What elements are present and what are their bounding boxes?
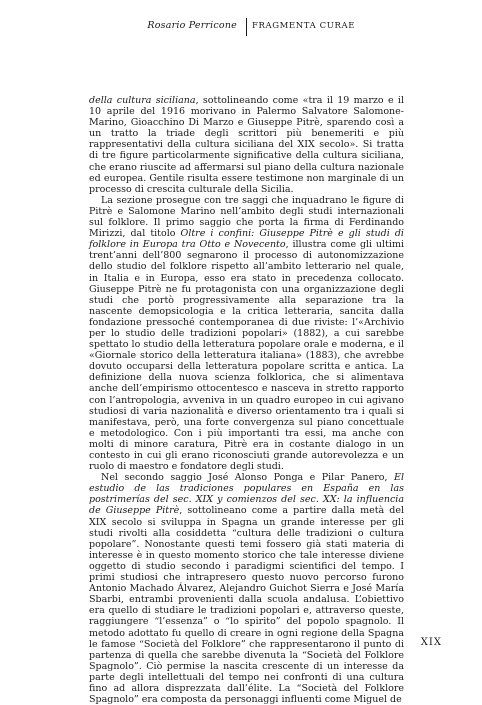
paragraph-3: Nel secondo saggio José Alonso Ponga e Pilar Panero, El estudio de las tradiciones populares en España en las postrimerías del sec. XIX y comienzos del sec. XX: la influencia de Giuseppe Pitrè, sottolineano come a partire dalla metà del XIX secolo si sviluppa in Spagna un grande interesse per gli studi rivolti alla cosiddetta “cultura delle tradizioni o cultura popolare”. Nonostante questi temi fossero già stati materia di interesse è in questo momento storico che tale interesse diviene oggetto di studio secondo i paradigmi scientifici del tempo. I primi studiosi che intrapresero questo nuovo percorso furono Antonio Machado Álvarez, Alejandro Guichot Sierra e José María Sbarbi, entrambi provenienti dalla scuola andalusa. L’obiettivo era quello di studiare le tradizioni popolari e, attraverso queste, raggiungere “l’essenza” o “lo spirito” del popolo spagnolo. Il metodo adottato fu quello di creare in ogni regione della Spagna le famose “Società del Folklore” che rappresentarono il punto di partenza di quella che sarebbe divenuta la “Società del Folklore Spagnolo”. Ciò permise la nascita crescente di un interesse da parte degli intellettuali del tempo nei confronti di una cultura fino ad allora disprezzata dall’élite. La “Società del Folklore Spagnolo” era composta da personaggi influenti come Miguel de	[89, 472, 405, 705]
body-text	[89, 95, 404, 705]
italic-title: El estudio de las tradiciones populares en España en las postrimerías del sec. XIX y comienzos del sec. XX: la influencia de Giuseppe Pitrè	[89, 472, 404, 517]
running-head-author: Rosario Perricone	[147, 20, 237, 31]
italic-title: Oltre i confini: Giuseppe Pitrè e gli studi di folklore in Europa tra Otto e Novecento	[89, 228, 404, 251]
page-number: XIX	[420, 637, 442, 648]
italic-title: della cultura siciliana	[89, 95, 196, 106]
running-head	[0, 20, 482, 36]
running-head-divider	[246, 18, 247, 36]
paragraph-2: La sezione prosegue con tre saggi che inquadrano le figure di Pitrè e Salomone Marino nell’ambito degli studi internazionali sul folklore. Il primo saggio che porta la firma di Ferdinando Mirizzi, dal titolo Oltre i confini: Giuseppe Pitrè e gli studi di folklore in Europa tra Otto e Novecento, illustra come gli ultimi trent’anni dell’800 segnarono il processo di autonomizzazione dello studio del folklore rispetto all’ambito letterario nel quale, in Italia e in Europa, esso era stato in precedenza collocato. Giuseppe Pitrè ne fu protagonista con una organizzazione degli studi che portò progressivamente alla separazione tra la nascente demopsicologia e la critica letteraria, sancita dalla fondazione pressoché contemporanea di due riviste: l’«Archivio per lo studio delle tradizioni popolari» (1882), a cui sarebbe spettato lo studio della letteratura popolare orale e moderna, e il «Giornale storico della letteratura italiana» (1883), che avrebbe dovuto occuparsi della letteratura popolare scritta e antica. La definizione della nuova scienza folklorica, che si alimentava anche dell’empirismo ottocentesco e nasceva in stretto rapporto con l’antropologia, avveniva in un quadro europeo in cui agivano studiosi di varia nazionalità e diverso orientamento tra i quali si manifestava, però, una forte convergenza sul piano concettuale e metodologico. Con i più importanti tra essi, ma anche con molti di minore caratura, Pitrè era in costante dialogo in un contesto in cui gli erano riconosciuti grande autorevolezza e un ruolo di maestro e fondatore degli studi.	[89, 194, 404, 473]
running-head-section: FRAGMENTA CURAE	[252, 21, 356, 31]
paragraph-1: della cultura siciliana, sottolineando come «tra il 19 marzo e il 10 aprile del 1916 morivano in Palermo Salvatore Salomone-Marino, Gioacchino Di Marzo e Giuseppe Pitrè, sparendo così a un tratto la triade degli scrittori più benemeriti e più rappresentativi della cultura siciliana del XIX secolo». Si tratta di tre figure particolarmente significative della cultura siciliana, che erano riuscite ad affermarsi sul piano della cultura nazionale ed europea. Gentile risulta essere testimone non marginale di un processo di crescita culturale della Sicilia.	[89, 95, 404, 195]
